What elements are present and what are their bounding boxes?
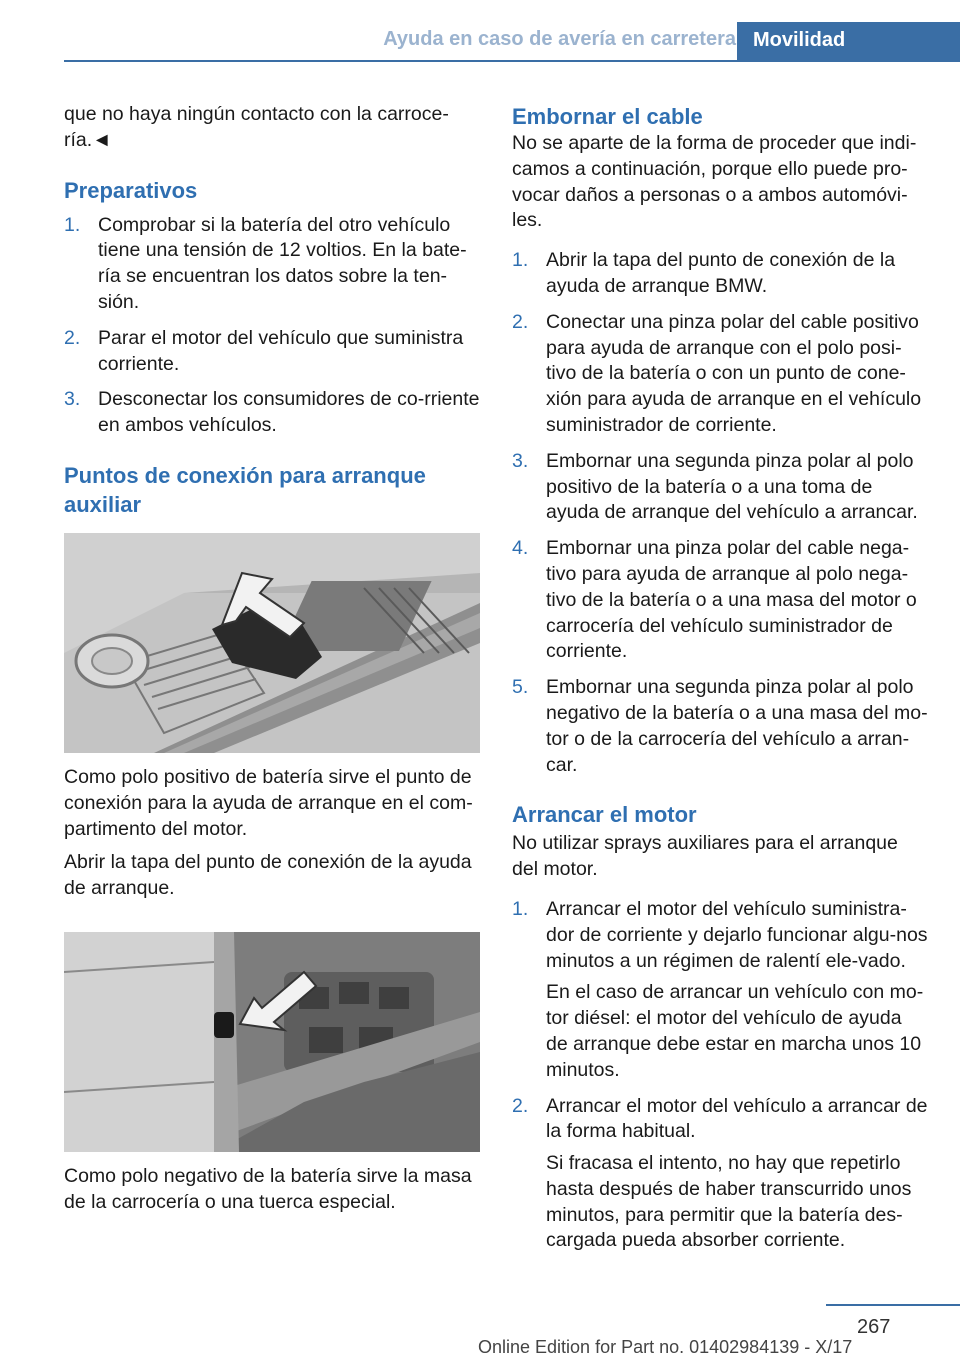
list-item (512, 536, 928, 665)
step-subtext: Si fracasa el intento, no hay que repetirlo hasta después de haber transcurrido unos minutos, para permitir que la batería des‐cargada pueda absorber corriente. (546, 1152, 912, 1252)
preparativos-list (64, 213, 482, 439)
footer-divider (826, 1304, 960, 1306)
step-number: 5. (512, 676, 529, 699)
step-number: 2. (512, 1094, 529, 1117)
step-text: Arrancar el motor del vehículo a arrancar de la forma habitual. (546, 1094, 928, 1143)
list-item (64, 387, 482, 439)
step-text: Embornar una segunda pinza polar al polo negativo de la batería o a una masa del mo‐tor o de la carrocería del vehículo a arran‐car. (546, 676, 928, 776)
preparativos-heading: Preparativos (64, 177, 198, 203)
list-item (512, 449, 928, 526)
step-text: Embornar una pinza polar del cable nega‐tivo para ayuda de arranque al polo nega‐tivo de la batería o a una masa del motor o carrocería del vehículo suministrador de corriente. (546, 537, 917, 663)
step-text: Conectar una pinza polar del cable positivo para ayuda de arranque con el polo posi‐tivo de la batería o con un punto de cone‐xión para ayuda de arranque en el vehículo suministrador de corriente. (546, 310, 922, 436)
step-text: Parar el motor del vehículo que suministra corriente. (98, 326, 464, 375)
step-text: Desconectar los consumidores de co‐rriente en ambos vehículos. (98, 388, 480, 437)
step-text: Abrir la tapa del punto de conexión de la ayuda de arranque BMW. (546, 249, 896, 297)
intro-paragraph: que no haya ningún contacto con la carroce‐ría.◄ (64, 103, 449, 151)
puntos-heading: Puntos de conexión para arranque auxiliar (64, 462, 426, 517)
right-column (512, 102, 928, 1264)
caption-negative: Como polo negativo de la batería sirve la masa de la carrocería o una tuerca especial. (64, 1164, 472, 1213)
embornar-intro: No se aparte de la forma de proceder que indi‐camos a continuación, porque ello puede pro‐vocar daños a personas o a ambos automóvi‐les. (512, 132, 917, 232)
step-number: 1. (512, 897, 529, 920)
step-number: 3. (512, 449, 529, 472)
list-item (64, 326, 482, 378)
step-number: 2. (512, 310, 529, 333)
step-text: Arrancar el motor del vehículo suministra‐dor de corriente y dejarlo funcionar algu‐nos minutos a un régimen de ralentí ele‐vado. (546, 897, 928, 972)
list-item (512, 310, 928, 439)
list-item (512, 1094, 928, 1255)
embornar-heading: Embornar el cable (512, 104, 703, 129)
arrancar-intro: No utilizar sprays auxiliares para el arranque del motor. (512, 832, 898, 881)
step-number: 4. (512, 537, 529, 560)
list-item (512, 897, 928, 1084)
page-number: 267 (857, 1316, 891, 1338)
negative-terminal-photo (64, 932, 480, 1152)
arrancar-heading: Arrancar el motor (512, 802, 697, 828)
caption-open-cover: Abrir la tapa del punto de conexión de la ayuda de arranque. (64, 851, 472, 900)
page-header (0, 0, 960, 62)
list-item (512, 675, 928, 778)
caption-positive: Como polo positivo de batería sirve el punto de conexión para la ayuda de arranque en el com‐partimento del motor. (64, 765, 473, 840)
step-number: 2. (64, 326, 81, 349)
step-text: Embornar una segunda pinza polar al polo positivo de la batería o a una toma de ayuda de arranque del vehículo a arrancar. (546, 449, 918, 524)
list-item (64, 213, 482, 316)
left-column (64, 102, 482, 1224)
edition-note: Online Edition for Part no. 01402984139 - X/17 (478, 1337, 853, 1357)
header-divider (64, 60, 960, 62)
step-number: 1. (64, 213, 81, 236)
step-number: 3. (64, 388, 81, 411)
step-subtext: En el caso de arrancar un vehículo con mo‐tor diésel: el motor del vehículo de ayuda de arranque debe estar en marcha unos 10 minutos. (546, 981, 924, 1081)
arrancar-list (512, 897, 928, 1254)
list-item (512, 248, 928, 300)
chapter-tab: Movilidad (737, 22, 960, 62)
embornar-list (512, 248, 928, 778)
step-text: Comprobar si la batería del otro vehículo tiene una tensión de 12 voltios. En la bate‐ría se encuentran los datos sobre la ten‐sión. (98, 213, 467, 313)
positive-terminal-photo (64, 533, 480, 753)
section-title: Ayuda en caso de avería en carretera (383, 28, 736, 50)
step-number: 1. (512, 249, 529, 272)
